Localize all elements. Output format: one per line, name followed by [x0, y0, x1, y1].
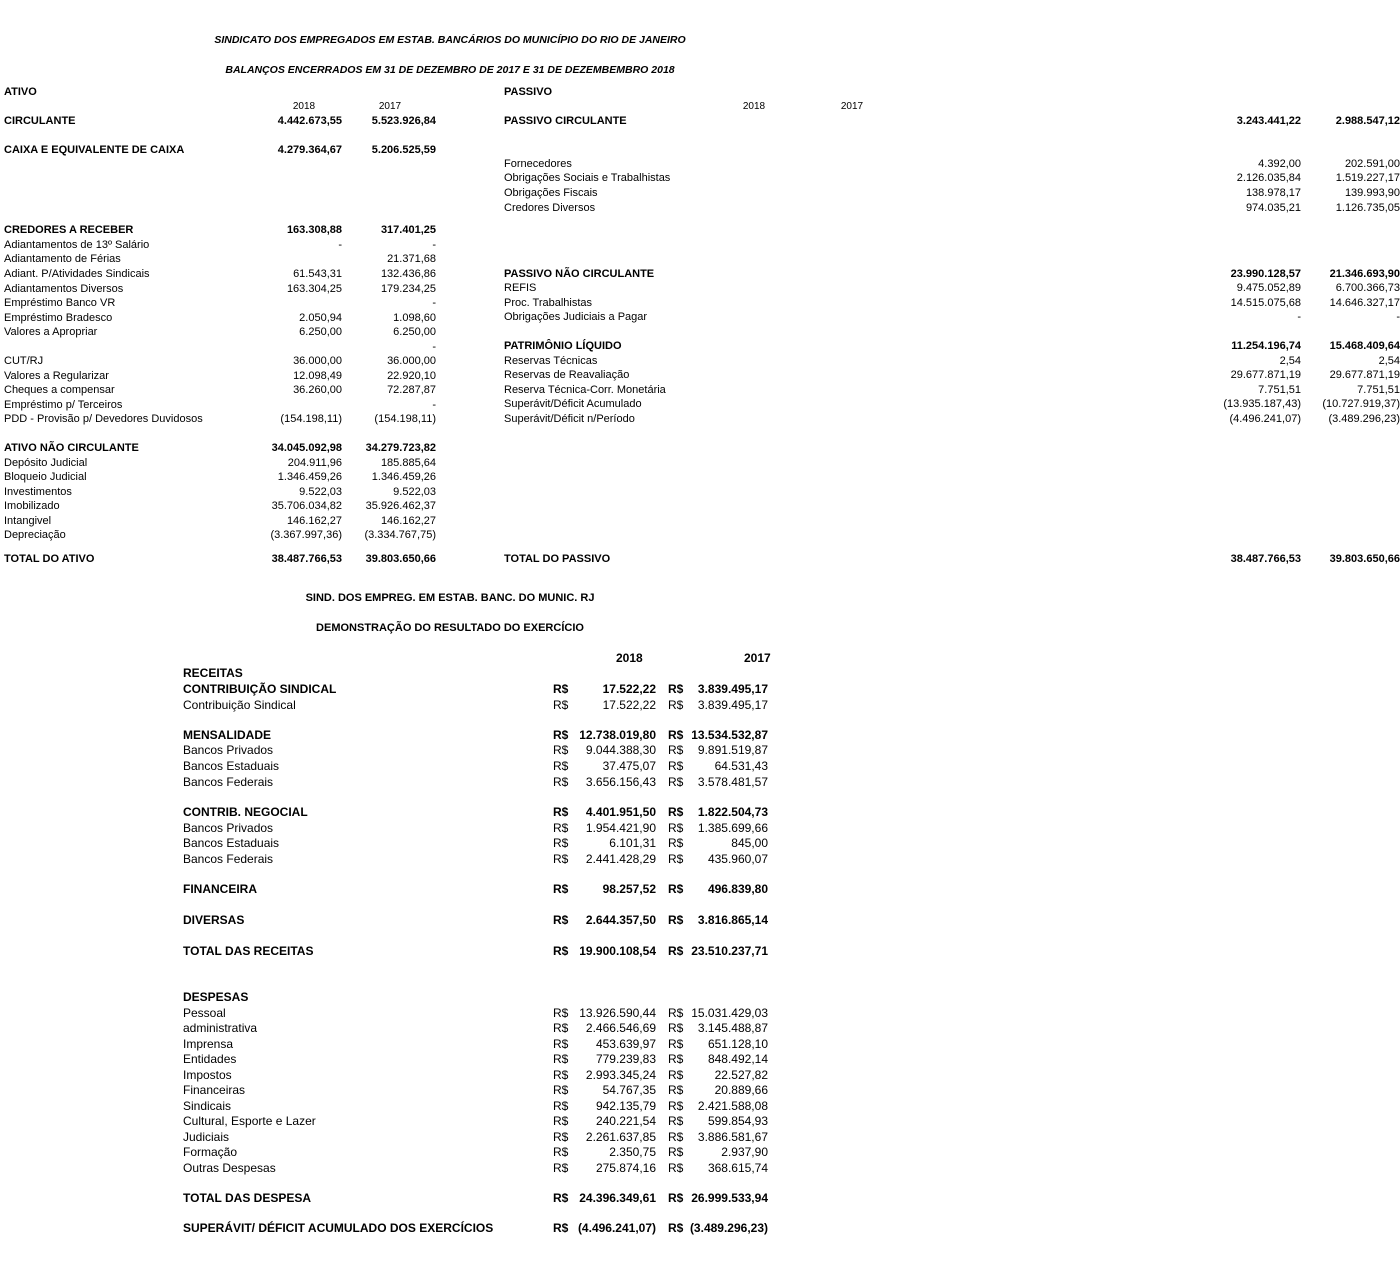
dre-row-label: Bancos Privados [183, 743, 274, 757]
passivo-row-v1: 4.392,00 [1258, 158, 1301, 170]
passivo-row-v2: 6.700.366,73 [1335, 282, 1400, 294]
dre-row-label: Judiciais [183, 1130, 230, 1144]
dre-row-v1: 2.350,75 [609, 1145, 656, 1159]
passivo-row-label: TOTAL DO PASSIVO [504, 553, 611, 565]
ativo-row-label: Depósito Judicial [4, 457, 88, 469]
ativo-year-2017: 2017 [378, 101, 402, 112]
dre-year-2017: 2017 [744, 651, 771, 665]
ativo-row-v1: 4.442.673,55 [277, 115, 342, 127]
dre-row-c2: R$ [668, 1068, 684, 1082]
dre-row-v2: 1.385.699,66 [697, 821, 768, 835]
ativo-row-v2: 5.206.525,59 [371, 144, 436, 156]
ativo-row-v1: (154.198,11) [280, 413, 342, 425]
ativo-row-v1: 36.000,00 [293, 355, 342, 367]
ativo-row-label: PDD - Provisão p/ Devedores Duvidosos [4, 413, 203, 425]
ativo-row-v1: 38.487.766,53 [271, 553, 342, 565]
passivo-title: PASSIVO [504, 86, 553, 98]
passivo-row-label: Obrigações Sociais e Trabalhistas [504, 172, 671, 184]
passivo-row-v2: - [1396, 311, 1400, 323]
dre-row-v2: 3.839.495,17 [697, 682, 768, 696]
ativo-title: ATIVO [4, 86, 37, 98]
document-subtitle: BALANÇOS ENCERRADOS EM 31 DE DEZEMBRO DE 2017 E 31 DE DEZEMBEMBRO 2018 [225, 64, 675, 76]
ativo-row-label: ATIVO NÃO CIRCULANTE [4, 442, 139, 454]
dre-row-c2: R$ [668, 1099, 684, 1113]
dre-row-c2: R$ [668, 1006, 684, 1020]
dre-row-c1: R$ [553, 944, 569, 958]
passivo-row-label: Superávit/Déficit Acumulado [504, 398, 642, 410]
passivo-row-v2: 15.468.409,64 [1329, 340, 1400, 352]
passivo-row-v1: 974.035,21 [1245, 202, 1301, 214]
passivo-row-v2: 39.803.650,66 [1329, 553, 1400, 565]
dre-row-c2: R$ [668, 805, 684, 819]
dre-row-c2: R$ [668, 821, 684, 835]
passivo-row-v2: 14.646.327,17 [1329, 297, 1400, 309]
dre-row-v2: 848.492,14 [707, 1052, 768, 1066]
dre-row-c2: R$ [668, 1145, 684, 1159]
dre-row-c1: R$ [553, 682, 569, 696]
dre-row-label: Sindicais [183, 1099, 232, 1113]
dre-row-label: administrativa [183, 1021, 258, 1035]
ativo-row-v2: 317.401,25 [380, 224, 436, 236]
dre-row-c1: R$ [553, 1068, 569, 1082]
passivo-row-v1: 14.515.075,68 [1230, 297, 1301, 309]
dre-row-label: FINANCEIRA [183, 882, 257, 896]
passivo-row-v1: (13.935.187,43) [1223, 398, 1301, 410]
dre-row-c2: R$ [668, 1037, 684, 1051]
dre-row-label: Outras Despesas [183, 1161, 276, 1175]
passivo-row-v1: 29.677.871,19 [1230, 369, 1301, 381]
passivo-row-v1: 2,54 [1279, 355, 1301, 367]
ativo-row-v1: 35.706.034,82 [271, 500, 342, 512]
dre-row-c2: R$ [668, 913, 684, 927]
passivo-row-label: Reservas de Reavaliação [504, 369, 630, 381]
dre-row-v2: (3.489.296,23) [689, 1221, 768, 1235]
dre-row-c1: R$ [553, 805, 569, 819]
dre-row-label: MENSALIDADE [183, 728, 272, 742]
passivo-row-v2: 139.993,90 [1344, 187, 1400, 199]
dre-row-c1: R$ [553, 836, 569, 850]
dre-row-v1: 2.441.428,29 [585, 852, 656, 866]
dre-row-v2: 3.839.495,17 [697, 698, 768, 712]
ativo-row-label: CAIXA E EQUIVALENTE DE CAIXA [4, 144, 185, 156]
ativo-row-v1: 4.279.364,67 [277, 144, 342, 156]
dre-row-label: Formação [183, 1145, 238, 1159]
passivo-row-v2: 1.126.735,05 [1335, 202, 1400, 214]
dre-row-v1: 19.900.108,54 [579, 944, 656, 958]
dre-row-v1: 275.874,16 [595, 1161, 656, 1175]
dre-row-v1: 942.135,79 [595, 1099, 656, 1113]
dre-row-label: RECEITAS [183, 666, 243, 680]
dre-row-v1: 37.475,07 [602, 759, 656, 773]
dre-row-label: Bancos Federais [183, 852, 274, 866]
dre-row-label: DIVERSAS [183, 913, 245, 927]
dre-row-v2: 2.421.588,08 [697, 1099, 768, 1113]
dre-row-c2: R$ [668, 1130, 684, 1144]
ativo-row-label: Cheques a compensar [4, 384, 115, 396]
ativo-row-label: Empréstimo Bradesco [4, 312, 113, 324]
dre-row-label: TOTAL DAS RECEITAS [183, 944, 314, 958]
passivo-row-label: Reserva Técnica-Corr. Monetária [504, 384, 666, 396]
passivo-row-v1: 23.990.128,57 [1230, 268, 1301, 280]
passivo-row-v2: (3.489.296,23) [1328, 413, 1400, 425]
dre-row-v1: 2.466.546,69 [585, 1021, 656, 1035]
dre-row-c1: R$ [553, 775, 569, 789]
dre-row-label: Bancos Privados [183, 821, 274, 835]
ativo-row-label: Adiant. P/Atividades Sindicais [4, 268, 150, 280]
dre-row-label: Contribuição Sindical [183, 698, 296, 712]
dre-row-v2: 1.822.504,73 [697, 805, 768, 819]
ativo-row-v2: 39.803.650,66 [365, 553, 436, 565]
ativo-row-v2: 21.371,68 [387, 253, 436, 265]
ativo-row-v2: 179.234,25 [380, 283, 436, 295]
ativo-row-v2: (154.198,11) [374, 413, 436, 425]
dre-row-v2: 64.531,43 [714, 759, 768, 773]
dre-row-c2: R$ [668, 698, 684, 712]
ativo-row-v2: 132.436,86 [380, 268, 436, 280]
passivo-row-v1: 3.243.441,22 [1236, 115, 1301, 127]
dre-row-c1: R$ [553, 913, 569, 927]
ativo-year-2018: 2018 [292, 101, 316, 112]
dre-row-label: TOTAL DAS DESPESA [183, 1191, 312, 1205]
dre-row-v2: 26.999.533,94 [691, 1191, 768, 1205]
passivo-row-v1: 38.487.766,53 [1230, 553, 1301, 565]
dre-row-v1: 240.221,54 [595, 1114, 656, 1128]
passivo-row-v2: 2.988.547,12 [1335, 115, 1400, 127]
passivo-row-label: PASSIVO CIRCULANTE [504, 115, 627, 127]
dre-title: SIND. DOS EMPREG. EM ESTAB. BANC. DO MUNIC. RJ [305, 592, 595, 604]
ativo-row-v1: 12.098,49 [293, 370, 342, 382]
ativo-row-label: TOTAL DO ATIVO [4, 553, 95, 565]
dre-row-c2: R$ [668, 775, 684, 789]
dre-row-v1: 17.522,22 [602, 682, 656, 696]
dre-row-v2: 368.615,74 [707, 1161, 768, 1175]
dre-row-v1: 1.954.421,90 [585, 821, 656, 835]
passivo-row-v1: 2.126.035,84 [1236, 172, 1301, 184]
ativo-row-v1: - [338, 239, 342, 251]
dre-row-v1: 3.656.156,43 [585, 775, 656, 789]
dre-row-c2: R$ [668, 1161, 684, 1175]
ativo-row-label: Intangivel [4, 515, 52, 527]
ativo-row-v2: 72.287,87 [387, 384, 436, 396]
dre-row-v2: 15.031.429,03 [691, 1006, 768, 1020]
dre-row-c2: R$ [668, 743, 684, 757]
dre-row-label: Pessoal [183, 1006, 226, 1020]
passivo-year-2018: 2018 [742, 101, 766, 112]
dre-row-v1: 2.993.345,24 [585, 1068, 656, 1082]
dre-row-c2: R$ [668, 882, 684, 896]
dre-row-c1: R$ [553, 728, 569, 742]
ativo-row-v2: 22.920,10 [387, 370, 436, 382]
dre-row-c1: R$ [553, 1052, 569, 1066]
ativo-row-v1: 146.162,27 [286, 515, 342, 527]
dre-year-2018: 2018 [616, 651, 643, 665]
ativo-row-v2: (3.334.767,75) [364, 529, 436, 541]
ativo-row-v2: 36.000,00 [387, 355, 436, 367]
dre-row-v1: 6.101,31 [609, 836, 656, 850]
dre-row-v2: 651.128,10 [707, 1037, 768, 1051]
passivo-row-label: PASSIVO NÃO CIRCULANTE [504, 268, 655, 280]
dre-row-c1: R$ [553, 1161, 569, 1175]
dre-subtitle: DEMONSTRAÇÃO DO RESULTADO DO EXERCÍCIO [316, 622, 584, 634]
dre-row-label: Impostos [183, 1068, 232, 1082]
passivo-row-label: REFIS [504, 282, 537, 294]
dre-row-label: SUPERÁVIT/ DÉFICIT ACUMULADO DOS EXERCÍCIOS [183, 1221, 494, 1235]
dre-row-v2: 9.891.519,87 [697, 743, 768, 757]
dre-row-label: Entidades [183, 1052, 237, 1066]
dre-row-c2: R$ [668, 759, 684, 773]
dre-row-c2: R$ [668, 836, 684, 850]
ativo-row-v1: 163.304,25 [286, 283, 342, 295]
dre-row-c1: R$ [553, 1114, 569, 1128]
ativo-row-v2: - [432, 239, 436, 251]
document-title: SINDICATO DOS EMPREGADOS EM ESTAB. BANCÁRIOS DO MUNICÍPIO DO RIO DE JANEIRO [214, 34, 686, 46]
ativo-row-label: Bloqueio Judicial [4, 471, 87, 483]
ativo-row-v1: 9.522,03 [299, 486, 342, 498]
ativo-row-label: Imobilizado [4, 500, 60, 512]
dre-row-v1: 54.767,35 [602, 1083, 656, 1097]
dre-row-c2: R$ [668, 682, 684, 696]
ativo-row-label: Investimentos [4, 486, 72, 498]
dre-row-c2: R$ [668, 1191, 684, 1205]
passivo-row-label: Fornecedores [504, 158, 572, 170]
dre-row-c2: R$ [668, 1114, 684, 1128]
passivo-row-v2: 1.519.227,17 [1335, 172, 1400, 184]
dre-row-c1: R$ [553, 1130, 569, 1144]
ativo-row-v2: 6.250,00 [393, 326, 436, 338]
dre-row-label: Cultural, Esporte e Lazer [183, 1114, 316, 1128]
ativo-row-v2: 146.162,27 [380, 515, 436, 527]
dre-row-c1: R$ [553, 1099, 569, 1113]
passivo-row-label: Proc. Trabalhistas [504, 297, 593, 309]
passivo-row-label: Credores Diversos [504, 202, 596, 214]
dre-row-c1: R$ [553, 1145, 569, 1159]
dre-row-v2: 435.960,07 [707, 852, 768, 866]
dre-row-v1: 24.396.349,61 [579, 1191, 656, 1205]
ativo-row-v1: (3.367.997,36) [270, 529, 342, 541]
dre-row-c1: R$ [553, 882, 569, 896]
ativo-row-v2: 9.522,03 [393, 486, 436, 498]
ativo-row-v1: 2.050,94 [299, 312, 342, 324]
dre-row-c2: R$ [668, 1052, 684, 1066]
dre-row-v2: 496.839,80 [707, 882, 768, 896]
ativo-row-label: Valores a Apropriar [4, 326, 98, 338]
ativo-row-label: CUT/RJ [4, 355, 44, 367]
dre-row-v1: 2.261.637,85 [585, 1130, 656, 1144]
passivo-row-label: Superávit/Déficit n/Período [504, 413, 635, 425]
dre-row-c1: R$ [553, 1191, 569, 1205]
ativo-row-v1: 61.543,31 [293, 268, 342, 280]
dre-row-label: Bancos Estaduais [183, 759, 280, 773]
dre-row-v1: 9.044.388,30 [585, 743, 656, 757]
ativo-row-v1: 163.308,88 [286, 224, 342, 236]
ativo-row-v1: 36.260,00 [293, 384, 342, 396]
dre-row-v1: 13.926.590,44 [579, 1006, 656, 1020]
dre-row-c1: R$ [553, 821, 569, 835]
ativo-row-label: CREDORES A RECEBER [4, 224, 134, 236]
ativo-row-label: Adiantamento de Férias [4, 253, 121, 265]
ativo-row-label: Adiantamentos de 13º Salário [4, 239, 150, 251]
dre-row-c1: R$ [553, 1006, 569, 1020]
passivo-row-v1: 11.254.196,74 [1231, 340, 1301, 352]
passivo-row-v1: 7.751,51 [1258, 384, 1301, 396]
dre-row-c2: R$ [668, 944, 684, 958]
dre-row-v1: 2.644.357,50 [585, 913, 656, 927]
passivo-row-v1: (4.496.241,07) [1229, 413, 1301, 425]
ativo-row-v2: 5.523.926,84 [371, 115, 436, 127]
ativo-row-v2: - [432, 297, 436, 309]
dre-row-c1: R$ [553, 1021, 569, 1035]
passivo-row-label: Obrigações Fiscais [504, 187, 598, 199]
ativo-row-label: CIRCULANTE [4, 115, 76, 127]
dre-row-v1: 779.239,83 [595, 1052, 656, 1066]
passivo-year-2017: 2017 [840, 101, 864, 112]
passivo-row-v2: 202.591,00 [1344, 158, 1400, 170]
dre-row-v2: 845,00 [731, 836, 768, 850]
dre-row-v1: 4.401.951,50 [585, 805, 656, 819]
ativo-row-v2: - [432, 341, 436, 353]
dre-row-v2: 13.534.532,87 [691, 728, 768, 742]
passivo-row-label: Reservas Técnicas [504, 355, 598, 367]
ativo-row-label: Empréstimo p/ Terceiros [4, 399, 123, 411]
dre-row-v1: (4.496.241,07) [577, 1221, 656, 1235]
dre-row-v2: 23.510.237,71 [691, 944, 768, 958]
dre-row-c1: R$ [553, 698, 569, 712]
dre-row-label: Financeiras [183, 1083, 246, 1097]
ativo-row-label: Depreciação [4, 529, 66, 541]
ativo-row-label: Adiantamentos Diversos [4, 283, 124, 295]
dre-row-v1: 17.522,22 [602, 698, 656, 712]
dre-row-label: CONTRIB. NEGOCIAL [183, 805, 308, 819]
dre-row-v2: 3.145.488,87 [697, 1021, 768, 1035]
dre-row-v2: 20.889,66 [714, 1083, 768, 1097]
dre-row-v2: 3.816.865,14 [697, 913, 768, 927]
dre-row-c1: R$ [553, 852, 569, 866]
passivo-row-v2: 2,54 [1378, 355, 1400, 367]
dre-row-label: Imprensa [183, 1037, 234, 1051]
dre-row-v2: 22.527,82 [714, 1068, 768, 1082]
ativo-row-v2: 1.098,60 [393, 312, 436, 324]
ativo-row-v1: 34.045.092,98 [271, 442, 342, 454]
dre-row-label: DESPESAS [183, 990, 249, 1004]
dre-row-c2: R$ [668, 728, 684, 742]
dre-row-c1: R$ [553, 1221, 569, 1235]
passivo-row-v1: 138.978,17 [1245, 187, 1301, 199]
ativo-row-v1: 1.346.459,26 [277, 471, 342, 483]
dre-row-c1: R$ [553, 1083, 569, 1097]
dre-row-label: CONTRIBUIÇÃO SINDICAL [183, 682, 337, 696]
ativo-row-v2: 35.926.462,37 [365, 500, 436, 512]
ativo-row-v2: - [432, 399, 436, 411]
dre-row-c1: R$ [553, 759, 569, 773]
passivo-row-label: PATRIMÔNIO LÍQUIDO [504, 340, 622, 352]
dre-row-c2: R$ [668, 1221, 684, 1235]
dre-row-label: Bancos Estaduais [183, 836, 280, 850]
ativo-row-label: Empréstimo Banco VR [4, 297, 116, 309]
ativo-row-v2: 34.279.723,82 [365, 442, 436, 454]
dre-row-label: Bancos Federais [183, 775, 274, 789]
passivo-row-v2: 7.751,51 [1357, 384, 1400, 396]
dre-row-c2: R$ [668, 1021, 684, 1035]
dre-row-v2: 3.886.581,67 [697, 1130, 768, 1144]
dre-row-v1: 98.257,52 [602, 882, 656, 896]
ativo-row-v1: 204.911,96 [287, 457, 342, 469]
ativo-row-v1: 6.250,00 [299, 326, 342, 338]
dre-row-v2: 599.854,93 [707, 1114, 768, 1128]
dre-row-v1: 12.738.019,80 [579, 728, 656, 742]
dre-row-v2: 3.578.481,57 [697, 775, 768, 789]
passivo-row-v1: 9.475.052,89 [1236, 282, 1301, 294]
ativo-row-v2: 185.885,64 [380, 457, 436, 469]
passivo-row-v1: - [1297, 311, 1301, 323]
passivo-row-v2: (10.727.919,37) [1322, 398, 1400, 410]
passivo-row-label: Obrigações Judiciais a Pagar [504, 311, 648, 323]
ativo-row-label: Valores a Regularizar [4, 370, 109, 382]
passivo-row-v2: 21.346.693,90 [1329, 268, 1400, 280]
dre-row-c1: R$ [553, 743, 569, 757]
dre-row-c2: R$ [668, 852, 684, 866]
dre-row-v1: 453.639,97 [595, 1037, 656, 1051]
ativo-row-v2: 1.346.459,26 [371, 471, 436, 483]
dre-row-v2: 2.937,90 [721, 1145, 768, 1159]
dre-row-c2: R$ [668, 1083, 684, 1097]
dre-row-c1: R$ [553, 1037, 569, 1051]
passivo-row-v2: 29.677.871,19 [1329, 369, 1400, 381]
